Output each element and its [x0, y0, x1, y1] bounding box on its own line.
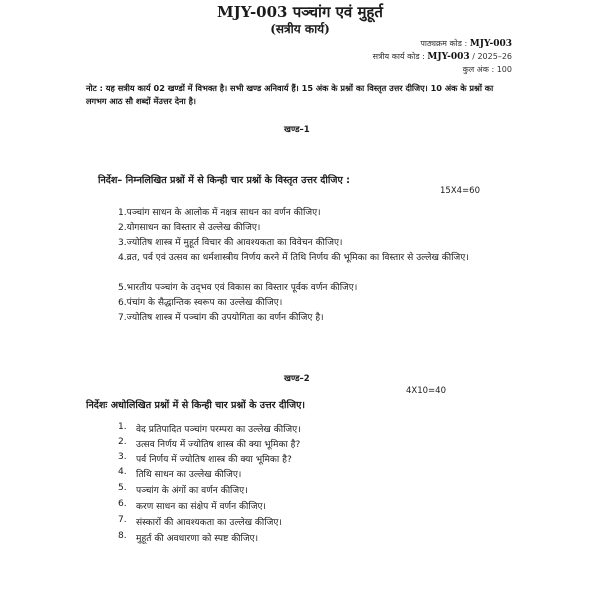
question-text: पर्व निर्णय में ज्योतिष शास्त्र की क्या भूमिका है? [136, 455, 292, 465]
question-number: 1. [118, 422, 127, 432]
section-2-question-4 [118, 467, 241, 480]
section-1-question-1: 1.पञ्चांग साधन के आलोक में नक्षत्र साधन का वर्णन कीजिए। [118, 208, 321, 218]
section-2-question-5 [118, 483, 248, 496]
assignment-note: नोट : यह सत्रीय कार्य 02 खण्डों में विभक्त है। सभी खण्ड अनिवार्य हैं। 15 अंक के प्रश्नों का विस्तृत उत्तर दीजिए। 10 अंक के प्रश्नों का लगभग आठ सौ शब्दों मेंउत्तर देना है। [86, 83, 494, 106]
question-number: 3. [118, 452, 127, 462]
session-year: / 2025–26 [472, 52, 512, 61]
course-code-value: MJY-003 [469, 39, 512, 49]
question-text: तिथि साधन का उल्लेख कीजिए। [136, 470, 242, 480]
question-text: वेद प्रतिपादित पञ्चांग परम्परा का उल्लेख कीजिए। [136, 425, 301, 435]
section-1-heading: खण्ड–1 [284, 125, 310, 135]
section-2-question-3 [118, 452, 292, 465]
question-text: मुहूर्त की अवधारणा को स्पष्ट कीजिए। [136, 534, 259, 544]
question-number: 5. [118, 483, 127, 493]
assignment-code-value: MJY-003 [427, 52, 470, 62]
section-2-instruction: निर्देशः अधोलिखित प्रश्नों में से किन्ही चार प्रश्नों के उत्तर दीजिए। [86, 400, 306, 411]
section-1-marks: 15X4=60 [440, 186, 480, 196]
section-2-question-1 [118, 422, 301, 435]
section-1-question-4: 4.व्रत, पर्व एवं उत्सव का धर्मशास्त्रीय निर्णय करने में तिथि निर्णय की भूमिका का विस्तार से उल्लेख कीजिए। [118, 253, 469, 263]
section-2-question-8 [118, 531, 258, 544]
section-1-question-6: 6.पंचांग के सैद्धान्तिक स्वरूप का उल्लेख कीजिए। [118, 298, 283, 308]
course-code-line [420, 38, 512, 49]
course-code-label: पाठ्यक्रम कोड : [420, 39, 468, 48]
section-2-question-7 [118, 515, 282, 528]
question-text: पञ्चांग के अंगों का वर्णन कीजिए। [136, 486, 248, 496]
section-1-question-7: 7.ज्योतिष शास्त्र में पञ्चांग की उपयोगिता का वर्णन कीजिए है। [118, 313, 324, 323]
question-number: 8. [118, 531, 127, 541]
question-number: 2. [118, 437, 127, 447]
assignment-code-label: सत्रीय कार्य कोड : [372, 52, 425, 61]
assignment-code-line [373, 51, 512, 62]
total-marks-value: 100 [496, 65, 512, 74]
document-title: MJY-003 पञ्चांग एवं मुहूर्त [217, 3, 383, 21]
section-2-question-2 [118, 437, 300, 450]
section-1-question-2: 2.योगसाधन का विस्तार से उल्लेख कीजिए। [118, 223, 261, 233]
question-number: 4. [118, 467, 127, 477]
section-1-question-3: 3.ज्योतिष शास्त्र में मुहूर्त विचार की आवश्यकता का विवेचन कीजिए। [118, 238, 343, 248]
section-1-question-5: 5.भारतीय पञ्चांग के उद्‌भव एवं विकास का विस्तार पूर्वक वर्णन कीजिए। [118, 283, 358, 293]
section-2-marks: 4X10=40 [406, 386, 446, 396]
section-1-instruction: निर्देश– निम्नलिखित प्रश्नों में से किन्ही चार प्रश्नों के विस्तृत उत्तर दीजिए : [98, 175, 350, 186]
question-number: 7. [118, 515, 127, 525]
question-text: उत्सव निर्णय में ज्योतिष शास्त्र की क्या भूमिका है? [136, 440, 301, 450]
question-text: संस्कारों की आवश्यकता का उल्लेख कीजिए। [136, 518, 282, 528]
section-2-heading: खण्ड–2 [284, 374, 310, 384]
question-number: 6. [118, 499, 127, 509]
total-marks-label: कुल अंक : [462, 65, 495, 74]
total-marks-line [463, 64, 512, 75]
question-text: करण साधन का संक्षेप में वर्णन कीजिए। [136, 502, 266, 512]
document-subtitle: (सत्रीय कार्य) [270, 22, 330, 36]
section-2-question-6 [118, 499, 266, 512]
